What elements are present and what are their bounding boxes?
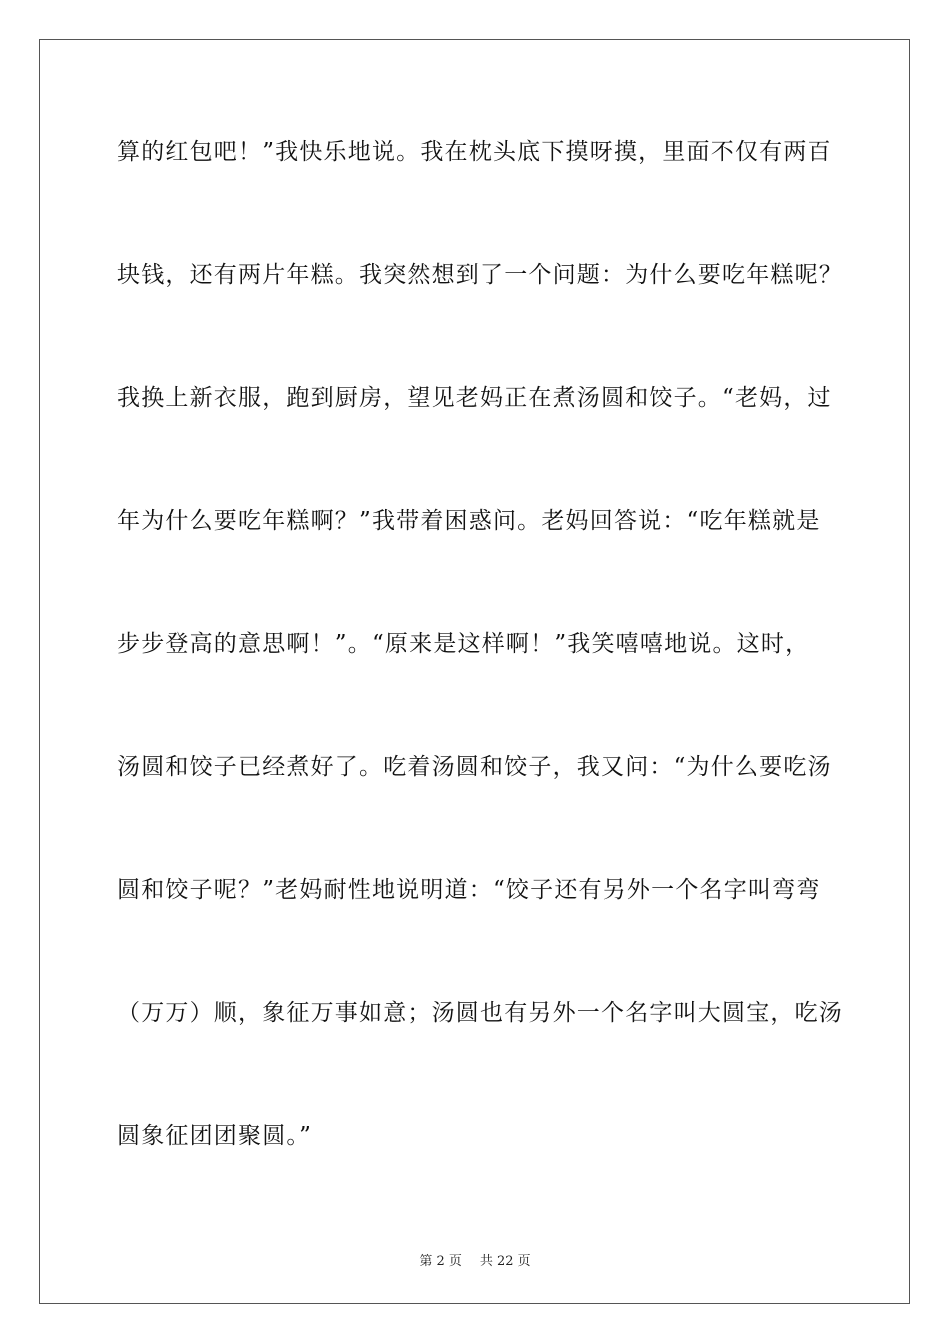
total-pages: 共 22 页 [479, 1254, 531, 1269]
text-line: 圆和饺子呢？”老妈耐性地说明道：“饺子还有另外一个名字叫弯弯 [117, 877, 821, 903]
text-line: 块钱，还有两片年糕。我突然想到了一个问题：为什么要吃年糕呢？ [117, 262, 843, 288]
text-line: 步步登高的意思啊！”。“原来是这样啊！”我笑嘻嘻地说。这时， [117, 631, 810, 657]
text-line: 年为什么要吃年糕啊？”我带着困惑问。老妈回答说：“吃年糕就是 [117, 508, 821, 534]
text-line: 圆象征团团聚圆。” [117, 1123, 313, 1149]
document-body [117, 122, 843, 1229]
page-number: 第 2 页 [419, 1254, 462, 1269]
page-footer [0, 1250, 950, 1269]
text-line: 算的红包吧！”我快乐地说。我在枕头底下摸呀摸，里面不仅有两百 [117, 139, 832, 165]
text-line: 我换上新衣服，跑到厨房，望见老妈正在煮汤圆和饺子。“老妈，过 [117, 385, 832, 411]
text-line: （万万）顺，象征万事如意；汤圆也有另外一个名字叫大圆宝，吃汤 [117, 1000, 843, 1026]
text-line: 汤圆和饺子已经煮好了。吃着汤圆和饺子，我又问：“为什么要吃汤 [117, 754, 832, 780]
